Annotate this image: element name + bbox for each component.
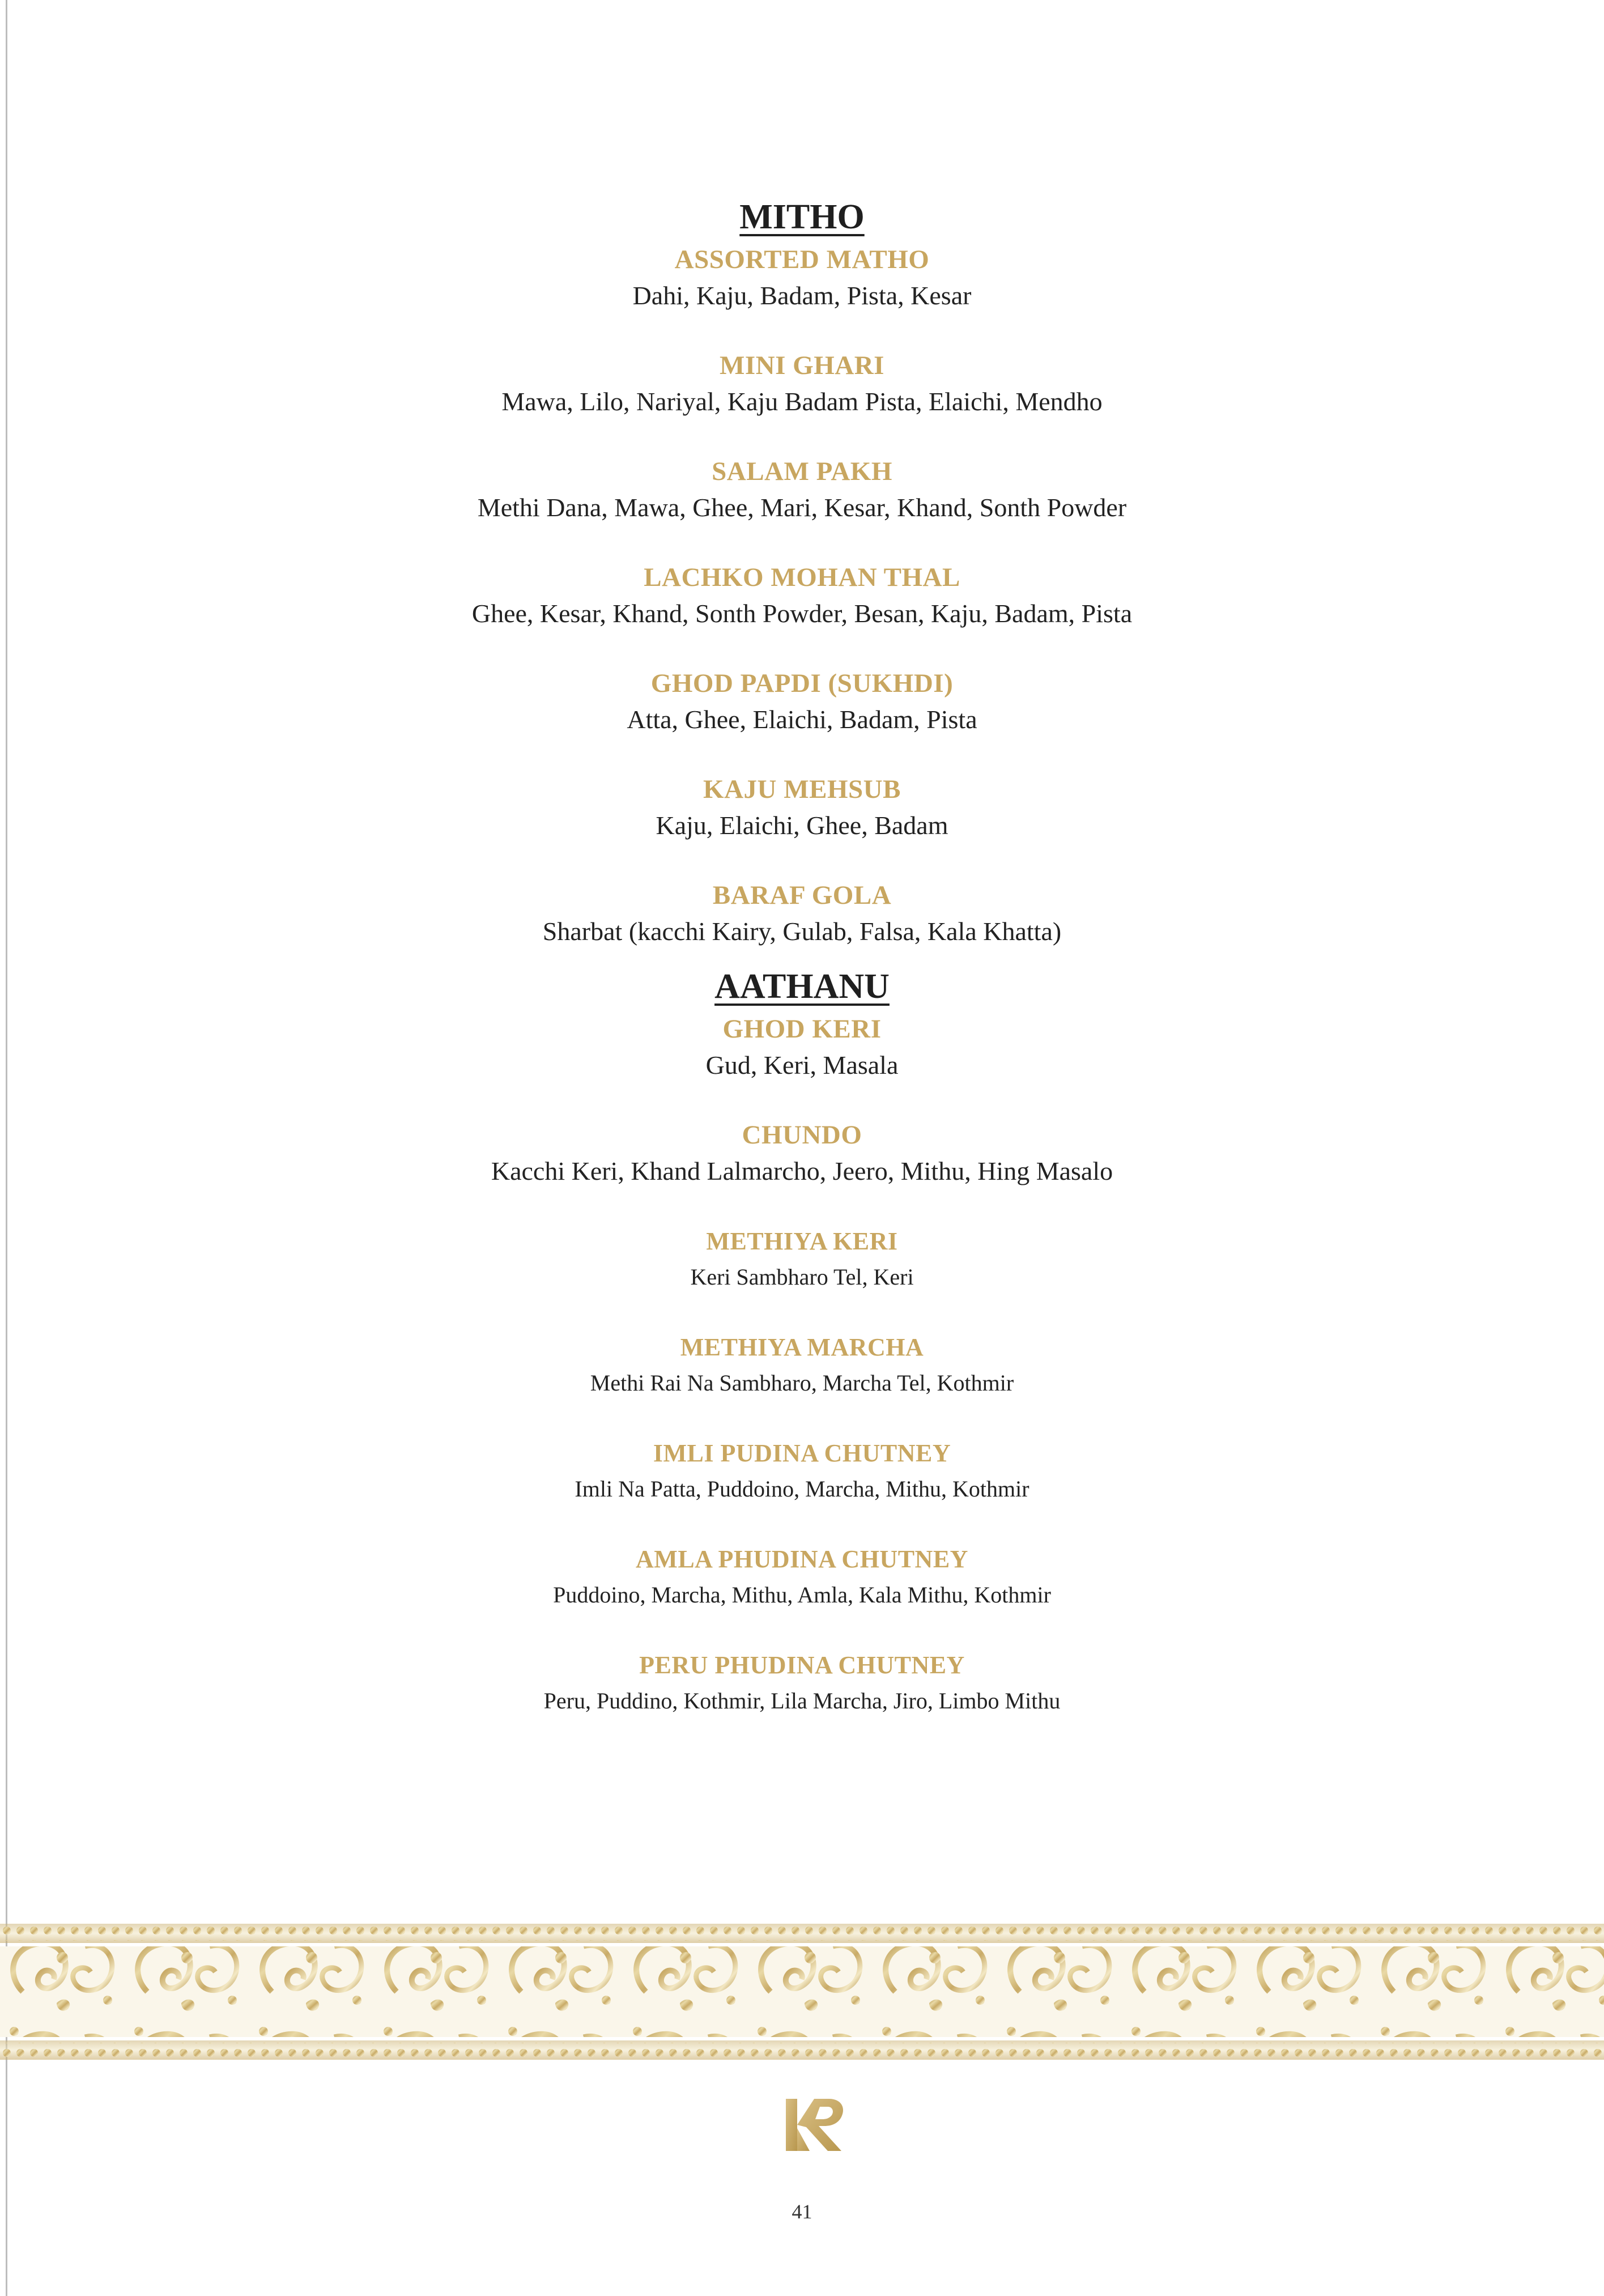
menu-item-name: ASSORTED MATHO <box>674 245 930 274</box>
menu-item-name: LACHKO MOHAN THAL <box>644 563 960 592</box>
menu-item-ingredients: Ghee, Kesar, Khand, Sonth Powder, Besan, Kaju, Badam, Pista <box>471 599 1133 628</box>
menu-item-ingredients: Keri Sambharo Tel, Keri <box>690 1264 914 1290</box>
menu-item-name: METHIYA MARCHA <box>680 1333 924 1361</box>
menu-item-ingredients: Peru, Puddino, Kothmir, Lila Marcha, Jiro, Limbo Mithu <box>543 1688 1061 1714</box>
menu-item <box>0 1223 1604 1294</box>
section-aathanu <box>0 962 1604 1718</box>
menu-item <box>0 1435 1604 1506</box>
kr-logo-icon <box>785 2097 847 2153</box>
menu-item-name: MINI GHARI <box>720 351 884 380</box>
menu-item-name: GHOD KERI <box>722 1014 882 1044</box>
section-mitho <box>0 193 1604 949</box>
menu-item-ingredients: Kaju, Elaichi, Ghee, Badam <box>656 811 948 840</box>
menu-item-name: CHUNDO <box>742 1120 862 1150</box>
menu-item-ingredients: Dahi, Kaju, Badam, Pista, Kesar <box>632 281 972 310</box>
section-title: MITHO <box>739 198 865 236</box>
menu-item-name: METHIYA KERI <box>706 1227 898 1255</box>
menu-item-ingredients: Methi Dana, Mawa, Ghee, Mari, Kesar, Khand, Sonth Powder <box>477 493 1127 522</box>
menu-item <box>0 453 1604 525</box>
menu-item-ingredients: Puddoino, Marcha, Mithu, Amla, Kala Mithu, Kothmir <box>553 1582 1051 1608</box>
menu-item <box>0 559 1604 631</box>
menu-item-ingredients: Sharbat (kacchi Kairy, Gulab, Falsa, Kala Khatta) <box>542 917 1062 946</box>
menu-item-ingredients: Imli Na Patta, Puddoino, Marcha, Mithu, Kothmir <box>575 1476 1029 1502</box>
menu-item <box>0 1117 1604 1188</box>
menu-item <box>0 1541 1604 1612</box>
menu-item <box>0 1329 1604 1400</box>
menu-item-name: GHOD PAPDI (SUKHDI) <box>650 669 954 698</box>
menu-item <box>0 347 1604 419</box>
menu-item-name: IMLI PUDINA CHUTNEY <box>653 1439 951 1467</box>
menu-item-name: KAJU MEHSUB <box>703 775 901 804</box>
menu-item-name: AMLA PHUDINA CHUTNEY <box>636 1545 968 1573</box>
menu-item <box>0 1647 1604 1718</box>
menu-item-ingredients: Gud, Keri, Masala <box>705 1051 899 1079</box>
page-number: 41 <box>792 2200 812 2223</box>
menu-item <box>0 241 1604 313</box>
section-title: AATHANU <box>714 967 890 1006</box>
menu-item-ingredients: Kacchi Keri, Khand Lalmarcho, Jeero, Mithu, Hing Masalo <box>491 1156 1113 1185</box>
menu-item-ingredients: Mawa, Lilo, Nariyal, Kaju Badam Pista, Elaichi, Mendho <box>501 387 1103 416</box>
menu-item-ingredients: Atta, Ghee, Elaichi, Badam, Pista <box>627 705 977 734</box>
menu-item <box>0 877 1604 949</box>
menu-item <box>0 771 1604 843</box>
menu-item <box>0 1011 1604 1082</box>
menu-item-name: PERU PHUDINA CHUTNEY <box>639 1651 965 1679</box>
menu-item-ingredients: Methi Rai Na Sambharo, Marcha Tel, Kothmir <box>590 1370 1014 1396</box>
menu-item-name: BARAF GOLA <box>712 881 892 910</box>
gold-paisley-border <box>0 1924 1604 2060</box>
menu-item-name: SALAM PAKH <box>712 457 892 486</box>
menu-content <box>0 193 1604 1753</box>
menu-item <box>0 665 1604 737</box>
